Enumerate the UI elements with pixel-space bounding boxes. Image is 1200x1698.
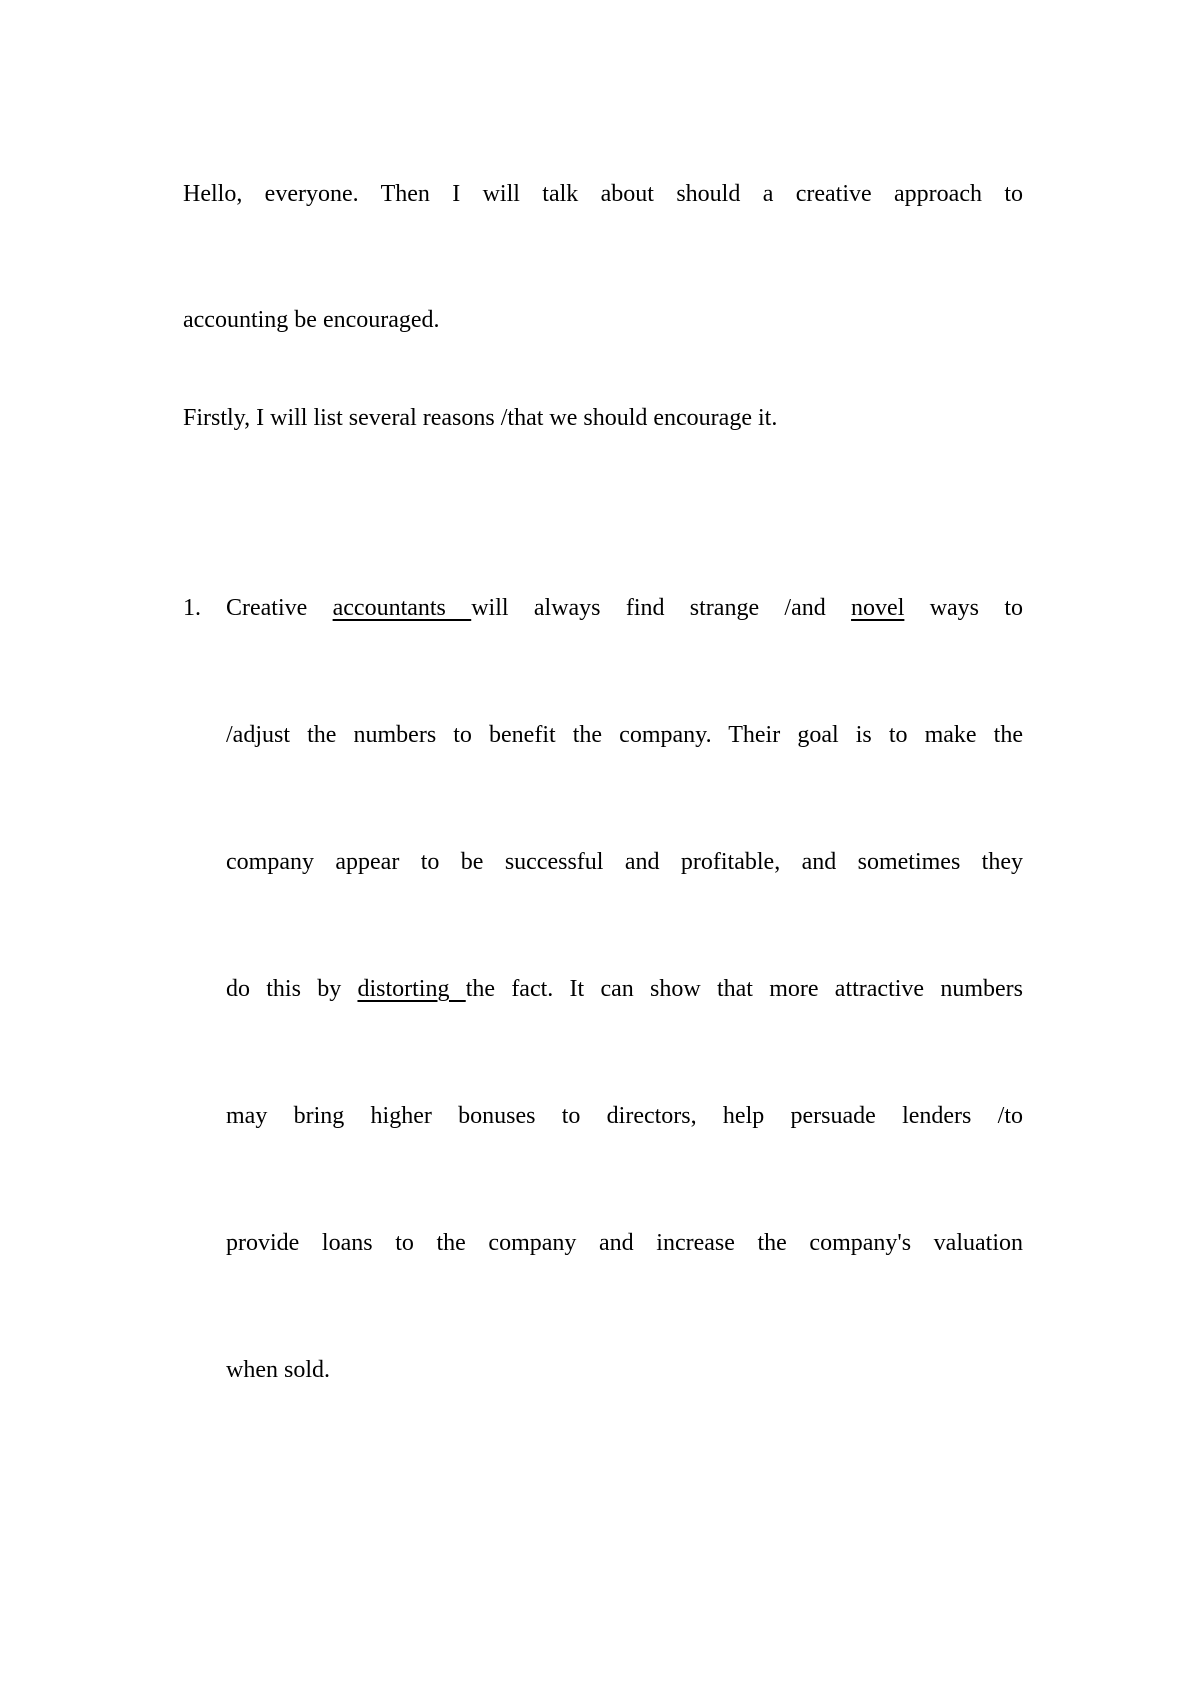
intro-line-2 xyxy=(183,305,440,335)
item1-line-7: when sold. xyxy=(226,1357,330,1383)
item1-line-1: Creative accountants will always find strange /and novel ways to xyxy=(226,595,1023,621)
list-item-number: 1. xyxy=(183,595,201,621)
item1-line-6: provide loans to the company and increase the company's valuation xyxy=(226,1230,1023,1256)
item1-line-2: /adjust the numbers to benefit the company. Their goal is to make the xyxy=(226,722,1023,748)
underlined-word-distorting: distorting xyxy=(357,976,466,1002)
item1-line-3: company appear to be successful and profitable, and sometimes they xyxy=(226,849,1023,875)
intro-line-1-text: Hello, everyone. Then I will talk about should a creative approach to xyxy=(183,181,1023,207)
item1-line-4: do this by distorting the fact. It can show that more attractive numbers xyxy=(226,976,1023,1002)
underlined-word-accountants: accountants xyxy=(332,595,472,621)
intro-line-2-text: accounting be encouraged. xyxy=(183,307,440,333)
intro-line-3-text: Firstly, I will list several reasons /that we should encourage it. xyxy=(183,405,778,431)
intro-line-3 xyxy=(183,403,777,433)
underlined-word-novel: novel xyxy=(851,595,905,621)
item1-line-5: may bring higher bonuses to directors, help persuade lenders /to xyxy=(226,1103,1023,1129)
intro-line-1 xyxy=(183,179,1023,209)
